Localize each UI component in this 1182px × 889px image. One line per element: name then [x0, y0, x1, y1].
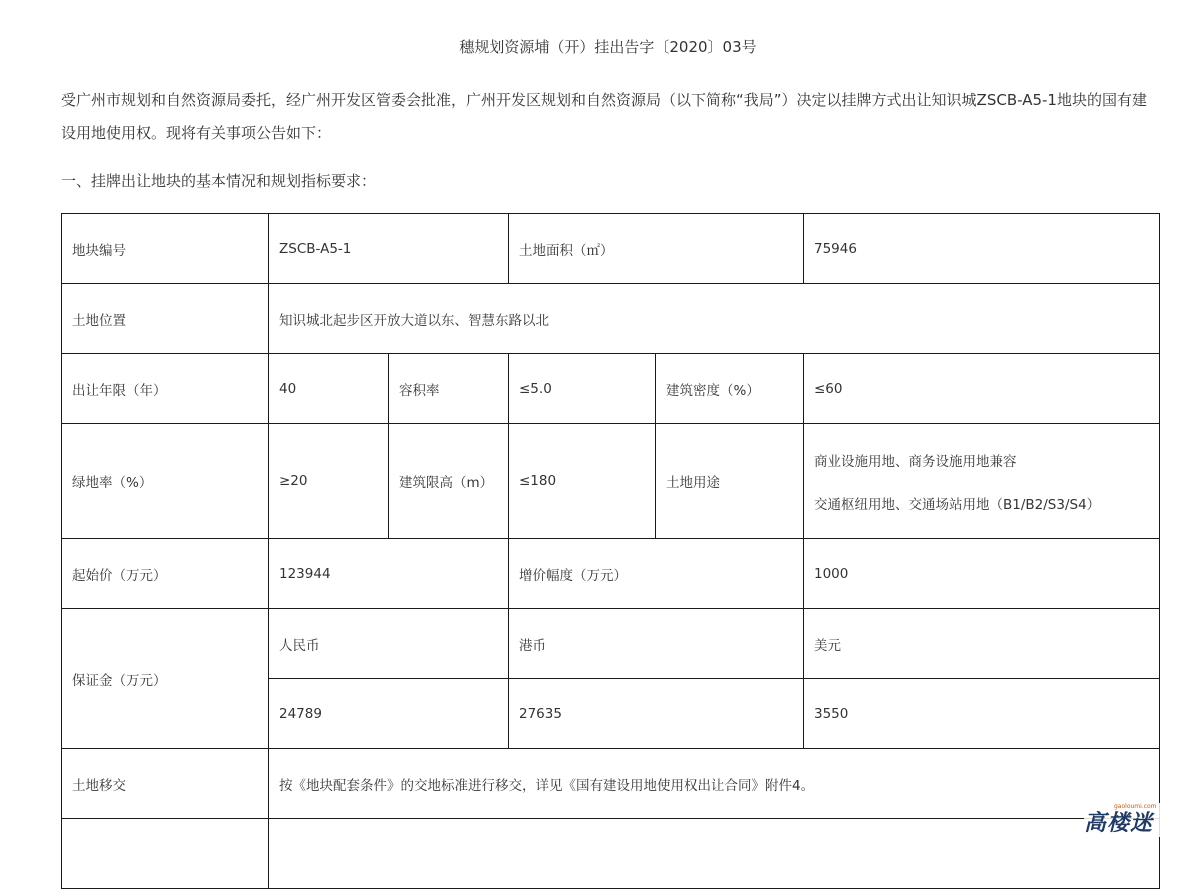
density-label: 建筑密度（%） [656, 354, 804, 424]
deposit-usd: 3550 [804, 679, 1160, 749]
increment-label: 增价幅度（万元） [509, 539, 804, 609]
handover-value: 按《地块配套条件》的交地标准进行移交，详见《国有建设用地使用权出让合同》附件4。 [269, 749, 1160, 819]
area-value: 75946 [804, 214, 1160, 284]
deposit-hkd: 27635 [509, 679, 804, 749]
height-label: 建筑限高（m） [389, 424, 509, 539]
green-label: 绿地率（%） [62, 424, 269, 539]
table-row [62, 819, 1160, 889]
start-price-label: 起始价（万元） [62, 539, 269, 609]
section-heading: 一、挂牌出让地块的基本情况和规划指标要求： [61, 172, 377, 190]
empty-cell [62, 819, 269, 889]
table-row [62, 749, 1160, 819]
location-label: 土地位置 [62, 284, 269, 354]
table-row [62, 214, 1160, 284]
green-value: ≥20 [269, 424, 389, 539]
page-title: 穗规划资源埔（开）挂出告字〔2020〕03号 [459, 38, 757, 56]
height-value: ≤180 [509, 424, 656, 539]
empty-cell [269, 819, 1160, 889]
far-label: 容积率 [389, 354, 509, 424]
currency-usd: 美元 [804, 609, 1160, 679]
use-value [804, 424, 1160, 539]
increment-value: 1000 [804, 539, 1160, 609]
location-value: 知识城北起步区开放大道以东、智慧东路以北 [269, 284, 1160, 354]
parcel-info-table [61, 213, 1160, 889]
term-label: 出让年限（年） [62, 354, 269, 424]
watermark-site: gaoloumi.com [1114, 803, 1157, 810]
use-value-line1: 商业设施用地、商务设施用地兼容 [814, 453, 1017, 470]
watermark-text: 高楼迷 [1084, 811, 1154, 836]
table-row [62, 539, 1160, 609]
watermark-logo [1084, 803, 1172, 837]
term-value: 40 [269, 354, 389, 424]
use-value-line2: 交通枢纽用地、交通场站用地（B1/B2/S3/S4） [814, 496, 1101, 513]
table-row [62, 424, 1160, 539]
table-row [62, 609, 1160, 679]
use-label: 土地用途 [656, 424, 804, 539]
density-value: ≤60 [804, 354, 1160, 424]
deposit-rmb: 24789 [269, 679, 509, 749]
intro-paragraph: 受广州市规划和自然资源局委托，经广州开发区管委会批准，广州开发区规划和自然资源局（以下简称“我局”）决定以挂牌方式出让知识城ZSCB-A5-1地块的国有建设用地使用权。现将有关事项公告如下： [61, 91, 1147, 142]
currency-hkd: 港币 [509, 609, 804, 679]
deposit-label: 保证金（万元） [62, 609, 269, 749]
parcel-no-label: 地块编号 [62, 214, 269, 284]
start-price-value: 123944 [269, 539, 509, 609]
table-row [62, 284, 1160, 354]
handover-label: 土地移交 [62, 749, 269, 819]
currency-rmb: 人民币 [269, 609, 509, 679]
area-label: 土地面积（㎡） [509, 214, 804, 284]
far-value: ≤5.0 [509, 354, 656, 424]
table-row [62, 354, 1160, 424]
parcel-no-value: ZSCB-A5-1 [269, 214, 509, 284]
